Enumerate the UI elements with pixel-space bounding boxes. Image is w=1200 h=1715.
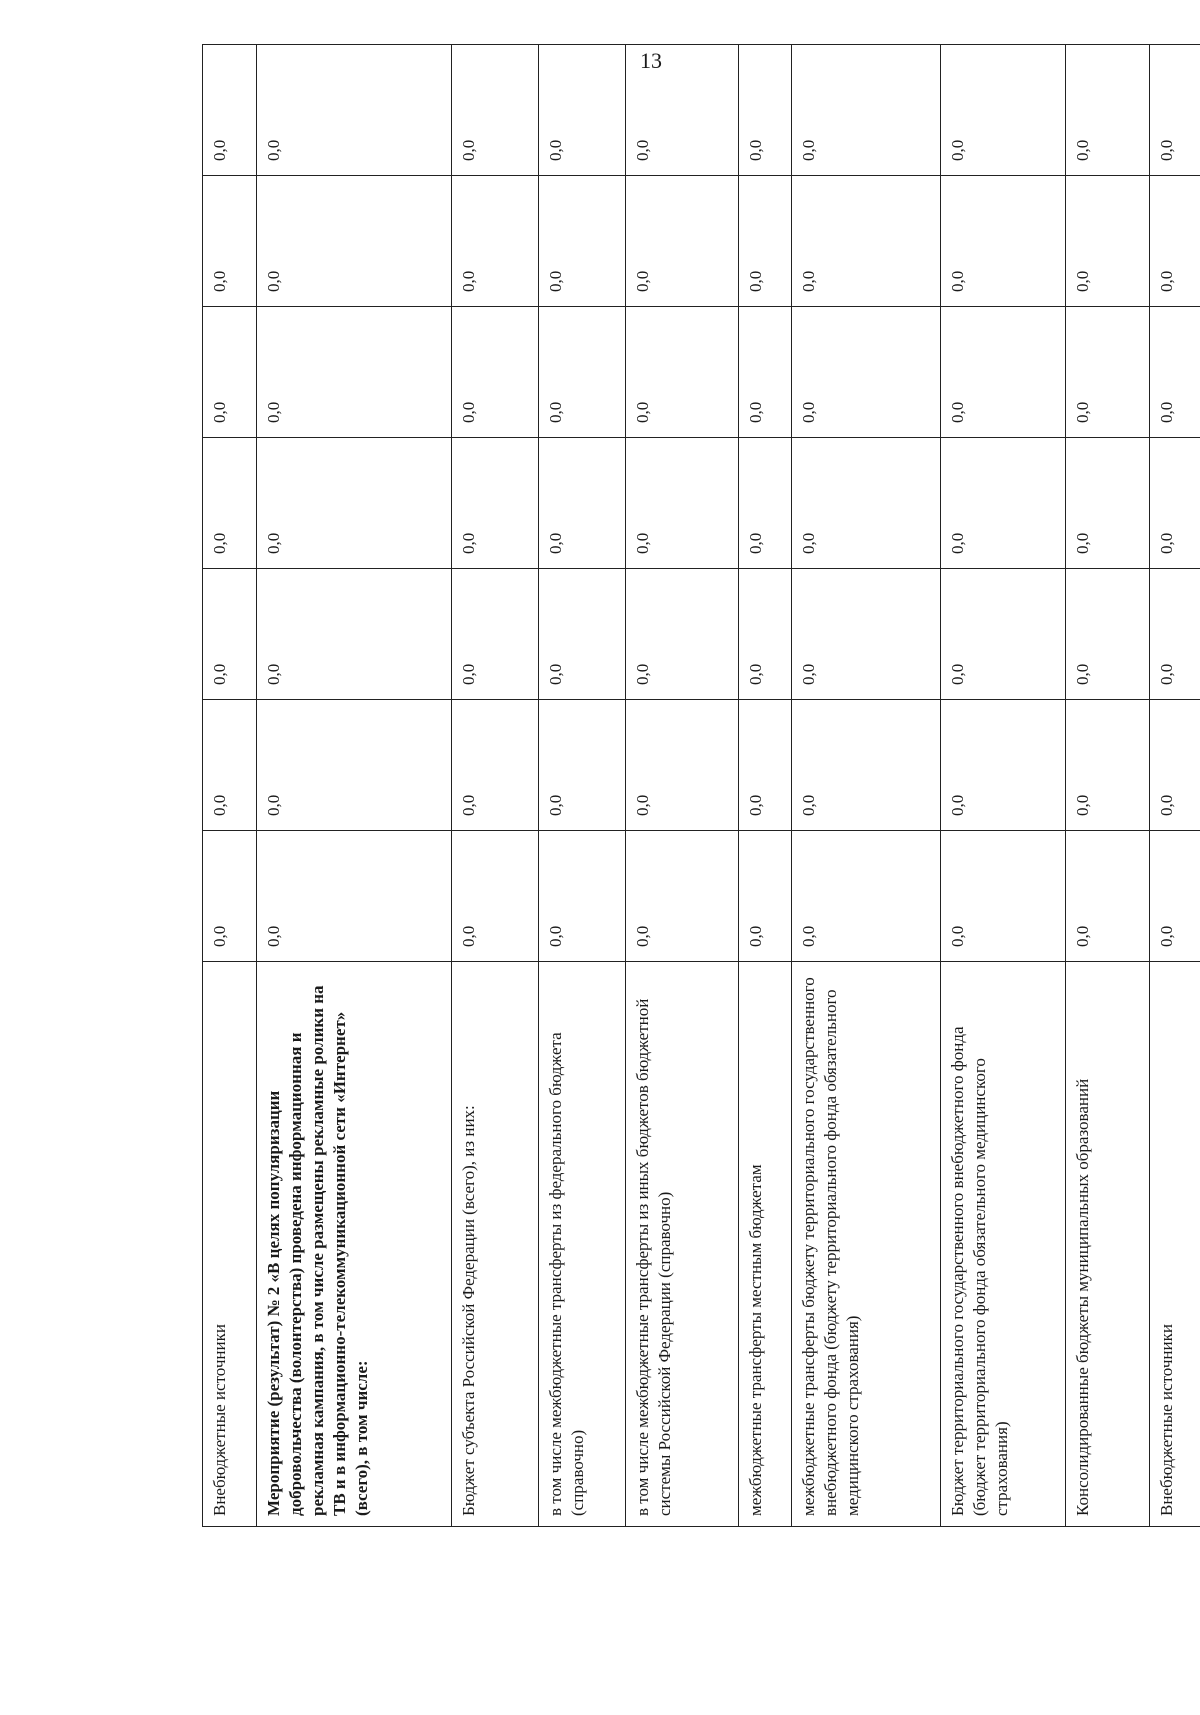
table-row: [203, 45, 257, 1527]
table-cell: 0,0: [257, 45, 451, 176]
table-cell: 0,0: [792, 700, 941, 831]
table-cell: 0,0: [941, 569, 1065, 700]
table-cell: 0,0: [1150, 438, 1200, 569]
row-label: межбюджетные трансферты местным бюджетам: [738, 962, 791, 1527]
table-cell: 0,0: [538, 307, 625, 438]
table-cell: 0,0: [1065, 176, 1150, 307]
table-cell: 0,0: [257, 307, 451, 438]
row-label: Внебюджетные источники: [203, 962, 257, 1527]
table-row: [625, 45, 738, 1527]
table-cell: 0,0: [1065, 569, 1150, 700]
table-cell: 0,0: [625, 45, 738, 176]
table-cell: 0,0: [451, 438, 538, 569]
table-cell: 0,0: [451, 176, 538, 307]
table-cell: 0,0: [1150, 307, 1200, 438]
table-cell: 0,0: [625, 831, 738, 962]
table-cell: 0,0: [625, 176, 738, 307]
table-row: [538, 45, 625, 1527]
table-cell: 0,0: [451, 831, 538, 962]
table-cell: 0,0: [792, 307, 941, 438]
row-label: Консолидированные бюджеты муниципальных образований: [1065, 962, 1150, 1527]
table-cell: 0,0: [738, 307, 791, 438]
table-cell: 0,0: [538, 45, 625, 176]
row-label: Внебюджетные источники: [1150, 962, 1200, 1527]
table-cell: 0,0: [941, 700, 1065, 831]
table-cell: 0,0: [1065, 438, 1150, 569]
table-cell: 0,0: [792, 176, 941, 307]
table-cell: 0,0: [257, 700, 451, 831]
table-cell: 0,0: [738, 438, 791, 569]
table-cell: 0,0: [941, 176, 1065, 307]
table-cell: 0,0: [1065, 45, 1150, 176]
funding-table: [202, 44, 1200, 1527]
table-cell: 0,0: [1150, 176, 1200, 307]
table-row: [792, 45, 941, 1527]
table-cell: 0,0: [203, 176, 257, 307]
table-cell: 0,0: [1150, 831, 1200, 962]
table-cell: 0,0: [941, 45, 1065, 176]
table-cell: 0,0: [257, 438, 451, 569]
table-row: [941, 45, 1065, 1527]
table-cell: 0,0: [257, 831, 451, 962]
table-row: [1065, 45, 1150, 1527]
table-cell: 0,0: [738, 176, 791, 307]
table-row: [451, 45, 538, 1527]
table-cell: 0,0: [203, 569, 257, 700]
table-cell: 0,0: [451, 569, 538, 700]
table-cell: 0,0: [203, 307, 257, 438]
table-cell: 0,0: [451, 700, 538, 831]
table-cell: 0,0: [538, 176, 625, 307]
table-cell: 0,0: [1150, 45, 1200, 176]
table-cell: 0,0: [941, 307, 1065, 438]
table-cell: 0,0: [257, 176, 451, 307]
table-cell: 0,0: [1065, 831, 1150, 962]
table-cell: 0,0: [738, 831, 791, 962]
table-cell: 0,0: [792, 438, 941, 569]
row-label: в том числе межбюджетные трансферты из федерального бюджета (справочно): [538, 962, 625, 1527]
page-number: 13: [640, 48, 662, 73]
table-row: [1150, 45, 1200, 1527]
table-cell: 0,0: [538, 438, 625, 569]
table-cell: 0,0: [941, 831, 1065, 962]
table-cell: 0,0: [792, 569, 941, 700]
table-cell: 0,0: [625, 700, 738, 831]
funding-table-wrapper: [202, 47, 1200, 1527]
table-row: [738, 45, 791, 1527]
table-cell: 0,0: [1065, 307, 1150, 438]
table-cell: 0,0: [451, 45, 538, 176]
table-cell: 0,0: [203, 45, 257, 176]
table-cell: 0,0: [538, 569, 625, 700]
table-cell: 0,0: [538, 831, 625, 962]
table-cell: 0,0: [1150, 569, 1200, 700]
table-cell: 0,0: [538, 700, 625, 831]
row-label: межбюджетные трансферты бюджету территориального государственного внебюджетного фонда (бюджету территориального фонда обязательного медицинского страхования): [792, 962, 941, 1527]
table-cell: 0,0: [941, 438, 1065, 569]
row-label-event: Мероприятие (результат) № 2 «В целях популяризации добровольчества (волонтерства) проведена информационная и рекламная кампания, в том числе размещены рекламные ролики на ТВ и в информационно-телекоммуникационной сети «Интернет» (всего), в том числе:: [257, 962, 451, 1527]
row-label: в том числе межбюджетные трансферты из иных бюджетов бюджетной системы Российской Федерации (справочно): [625, 962, 738, 1527]
table-row: [257, 45, 451, 1527]
table-cell: 0,0: [625, 569, 738, 700]
table-cell: 0,0: [792, 831, 941, 962]
table-cell: 0,0: [1150, 700, 1200, 831]
table-cell: 0,0: [203, 831, 257, 962]
table-cell: 0,0: [203, 438, 257, 569]
row-label: Бюджет территориального государственного внебюджетного фонда (бюджет территориального фонда обязательного медицинского страхования): [941, 962, 1065, 1527]
table-cell: 0,0: [792, 45, 941, 176]
table-cell: 0,0: [257, 569, 451, 700]
row-label: Бюджет субъекта Российской Федерации (всего), из них:: [451, 962, 538, 1527]
table-cell: 0,0: [625, 438, 738, 569]
table-cell: 0,0: [451, 307, 538, 438]
table-cell: 0,0: [1065, 700, 1150, 831]
table-cell: 0,0: [738, 700, 791, 831]
table-cell: 0,0: [625, 307, 738, 438]
table-cell: 0,0: [738, 569, 791, 700]
table-cell: 0,0: [203, 700, 257, 831]
table-cell: 0,0: [738, 45, 791, 176]
